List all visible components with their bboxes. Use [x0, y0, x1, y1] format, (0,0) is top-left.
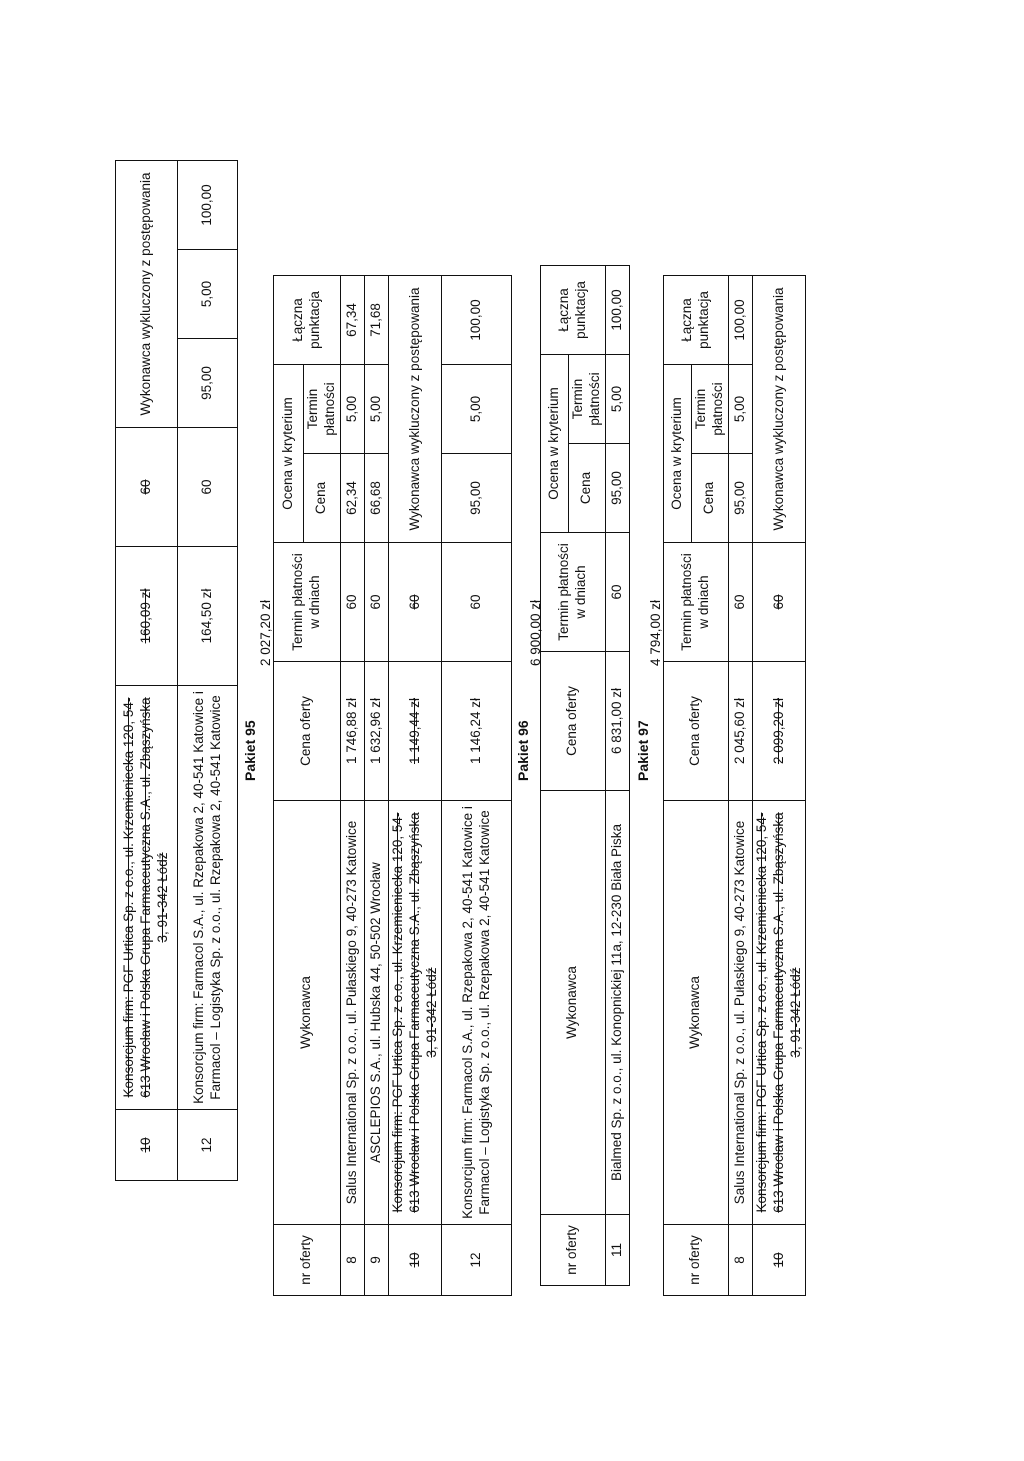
col-criteria-price: Cena	[569, 444, 606, 533]
total-score: 100,00	[605, 266, 629, 355]
table-row	[340, 276, 364, 1296]
package-title-97: Pakiet 97	[635, 720, 651, 781]
header-row	[541, 266, 569, 1286]
col-criteria-term: Termin płatności	[569, 355, 606, 444]
offer-number: 10	[116, 1110, 178, 1181]
payment-term: 60	[728, 543, 752, 662]
col-criteria: Ocena w kryterium	[664, 365, 692, 543]
total-score: 100,00	[178, 161, 238, 250]
table-row	[178, 161, 238, 1181]
offer-number: 11	[605, 1215, 629, 1286]
col-payment-term: Termin płatności w dniach	[541, 533, 606, 652]
score-price: 62,34	[340, 454, 364, 543]
table-continuation	[115, 160, 238, 1181]
col-criteria: Ocena w kryterium	[274, 365, 304, 543]
offer-price: 1 632,96 zł	[364, 662, 388, 801]
contractor: Konsorcjum firm: Farmacol S.A., ul. Rzepakowa 2, 40-541 Katowice i Farmacol – Logistyka Sp. z o.o., ul. Rzepakowa 2, 40-541 Katowice	[442, 801, 512, 1225]
contractor: ASCLEPIOS S.A., ul. Hubska 44, 50-502 Wrocław	[364, 801, 388, 1225]
offer-price: 6 831,00 zł	[605, 652, 629, 791]
col-nr: nr oferty	[274, 1225, 341, 1296]
score-term: 5,00	[178, 250, 238, 339]
offer-number: 9	[364, 1225, 388, 1296]
contractor: Salus International Sp. z o.o., ul. Pułaskiego 9, 40-273 Katowice	[340, 801, 364, 1225]
col-criteria-price: Cena	[304, 454, 341, 543]
header-row	[664, 276, 692, 1296]
table-package-96	[540, 265, 630, 1286]
offer-price: 1 149,44 zł	[388, 662, 442, 801]
table-row	[442, 276, 512, 1296]
table-package-95	[273, 275, 512, 1296]
col-contractor: Wykonawca	[541, 791, 606, 1215]
score-price: 95,00	[605, 444, 629, 533]
offer-price: 164,50 zł	[178, 547, 238, 686]
package-title-96: Pakiet 96	[515, 720, 531, 781]
header-row	[274, 276, 304, 1296]
table-row	[605, 266, 629, 1286]
score-term: 5,00	[364, 365, 388, 454]
contractor: Konsorcjum firm: PGF Urtica Sp. z o.o., ul. Krzemieniecka 120, 54-613 Wrocław i Polska Grupa Farmaceutyczna S.A., ul. Zbąszyńska 3, 91-342 Łódź	[388, 801, 442, 1225]
payment-term: 60	[442, 543, 512, 662]
col-offer-price: Cena oferty	[664, 662, 729, 801]
offer-number: 10	[752, 1225, 806, 1296]
table-row	[752, 276, 806, 1296]
package-title-95: Pakiet 95	[242, 720, 258, 781]
package-value-95: 2 027,20 zł	[258, 599, 273, 666]
contractor: Konsorcjum firm: Farmacol S.A., ul. Rzepakowa 2, 40-541 Katowice i Farmacol – Logistyka Sp. z o.o., ul. Rzepakowa 2, 40-541 Katowice	[178, 686, 238, 1110]
col-payment-term: Termin płatności w dniach	[274, 543, 341, 662]
payment-term: 60	[388, 543, 442, 662]
offer-number: 8	[340, 1225, 364, 1296]
score-price: 66,68	[364, 454, 388, 543]
col-nr: nr oferty	[541, 1215, 606, 1286]
total-score: 100,00	[442, 276, 512, 365]
offer-number: 12	[178, 1110, 238, 1181]
col-contractor: Wykonawca	[664, 801, 729, 1225]
col-payment-term: Termin płatności w dniach	[664, 543, 729, 662]
col-criteria-price: Cena	[692, 454, 729, 543]
col-nr: nr oferty	[664, 1225, 729, 1296]
offer-number: 8	[728, 1225, 752, 1296]
package-value-96: 6 900,00 zł	[528, 599, 543, 666]
payment-term: 60	[605, 533, 629, 652]
offer-number: 10	[388, 1225, 442, 1296]
payment-term: 60	[364, 543, 388, 662]
contractor: Bialmed Sp. z o.o., ul. Konopnickiej 11a, 12-230 Biała Piska	[605, 791, 629, 1215]
package-value-97: 4 794,00 zł	[648, 599, 663, 666]
score-price: 95,00	[178, 339, 238, 428]
contractor: Konsorcjum firm: PGF Urtica Sp. z o.o., ul. Krzemieniecka 120, 54-613 Wrocław i Polska Grupa Farmaceutyczna S.A., ul. Zbąszyńska 3, 91-342 Łódź	[116, 686, 178, 1110]
score-price: 95,00	[728, 454, 752, 543]
excluded-note: Wykonawca wykluczony z postępowania	[752, 276, 806, 543]
col-criteria-term: Termin płatności	[692, 365, 729, 454]
excluded-note: Wykonawca wykluczony z postępowania	[116, 161, 178, 428]
col-offer-price: Cena oferty	[274, 662, 341, 801]
offer-price: 1 146,24 zł	[442, 662, 512, 801]
score-term: 5,00	[605, 355, 629, 444]
col-offer-price: Cena oferty	[541, 652, 606, 791]
table-row	[364, 276, 388, 1296]
offer-price: 160,09 zł	[116, 547, 178, 686]
total-score: 67,34	[340, 276, 364, 365]
col-criteria-term: Termin płatności	[304, 365, 341, 454]
offer-price: 2 045,60 zł	[728, 662, 752, 801]
excluded-note: Wykonawca wykluczony z postępowania	[388, 276, 442, 543]
total-score: 71,68	[364, 276, 388, 365]
offer-number: 12	[442, 1225, 512, 1296]
offer-price: 1 746,88 zł	[340, 662, 364, 801]
col-total: Łączna punktacja	[274, 276, 341, 365]
col-total: Łączna punktacja	[664, 276, 729, 365]
payment-term: 60	[752, 543, 806, 662]
score-price: 95,00	[442, 454, 512, 543]
col-contractor: Wykonawca	[274, 801, 341, 1225]
score-term: 5,00	[728, 365, 752, 454]
score-term: 5,00	[442, 365, 512, 454]
table-package-97	[663, 275, 806, 1296]
offer-price: 2 099,20 zł	[752, 662, 806, 801]
col-total: Łączna punktacja	[541, 266, 606, 355]
contractor: Salus International Sp. z o.o., ul. Pułaskiego 9, 40-273 Katowice	[728, 801, 752, 1225]
table-row	[116, 161, 178, 1181]
table-row	[728, 276, 752, 1296]
total-score: 100,00	[728, 276, 752, 365]
payment-term: 60	[116, 428, 178, 547]
table-row	[388, 276, 442, 1296]
score-term: 5,00	[340, 365, 364, 454]
col-criteria: Ocena w kryterium	[541, 355, 569, 533]
payment-term: 60	[178, 428, 238, 547]
payment-term: 60	[340, 543, 364, 662]
contractor: Konsorcjum firm: PGF Urtica Sp. z o.o., ul. Krzemieniecka 120, 54-613 Wrocław i Polska Grupa Farmaceutyczna S.A., ul. Zbąszyńska 3, 91-342 Łódź	[752, 801, 806, 1225]
